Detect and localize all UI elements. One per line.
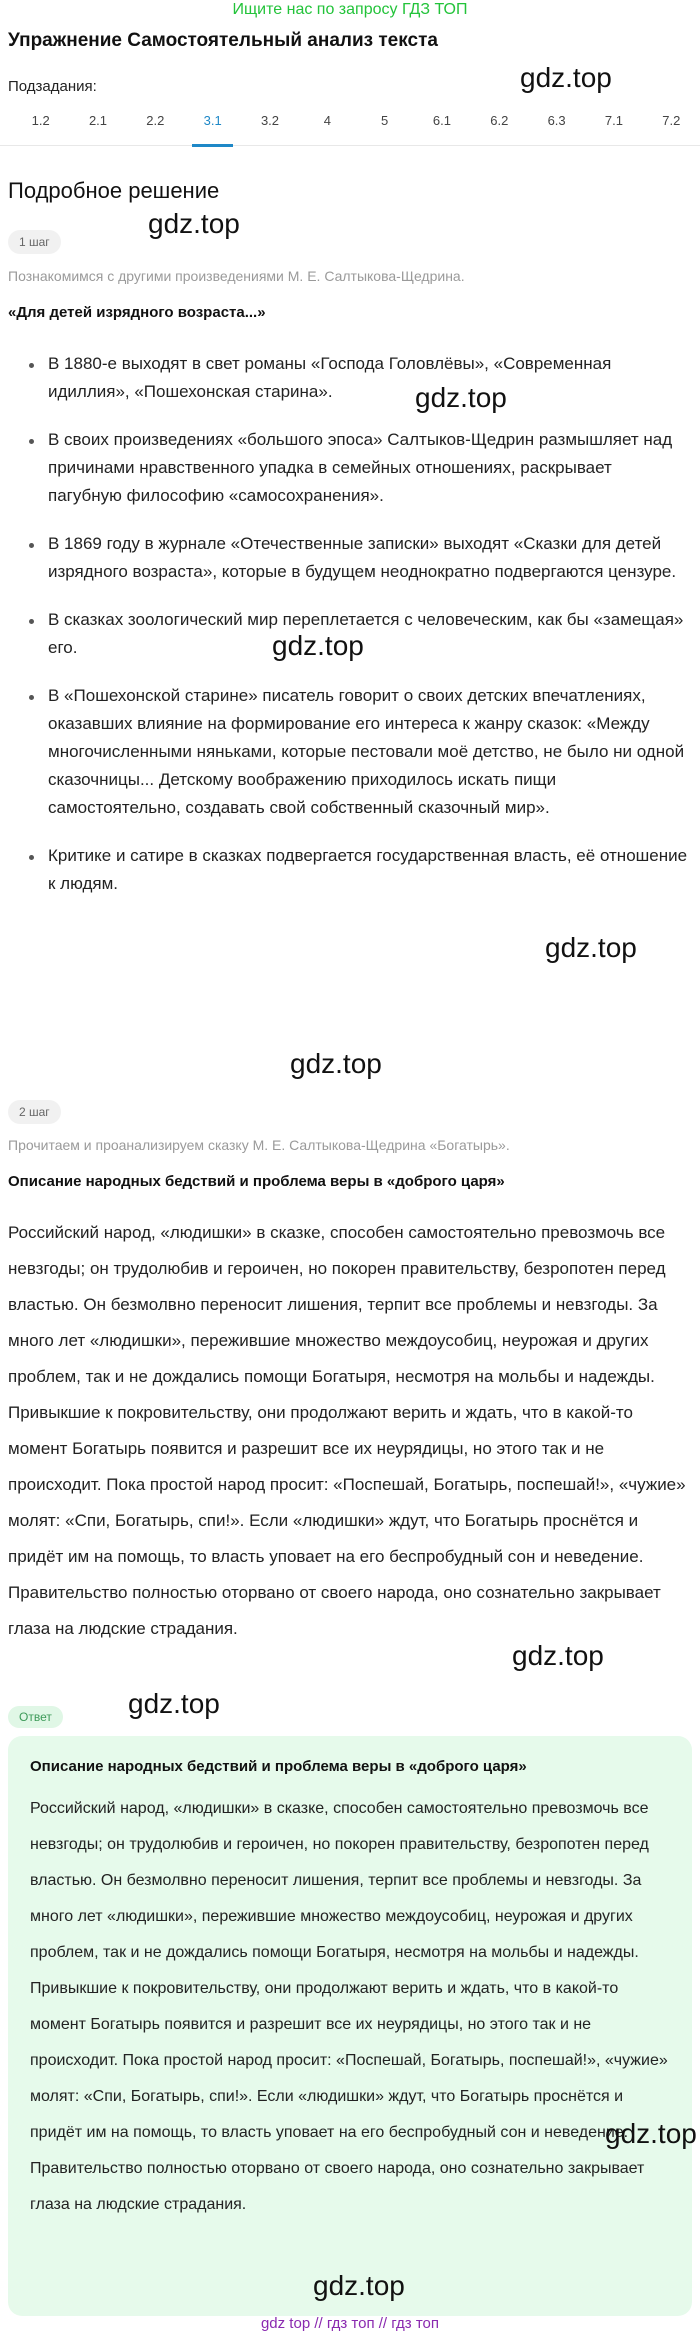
step-2-heading: Описание народных бедствий и проблема веры в «доброго царя» bbox=[8, 1173, 505, 1190]
list-item: В 1880-е выходят в свет романы «Господа Головлёвы», «Современная идиллия», «Пошехонская старина». bbox=[8, 350, 688, 406]
tab-1-2[interactable]: 1.2 bbox=[31, 113, 50, 128]
answer-text: Российский народ, «людишки» в сказке, способен самостоятельно превозмочь все невзгоды; он трудолюбив и героичен, но покорен правительству, безропотен перед властью. Он безмолвно переносит лишения, терпит все проблемы и невзгоды. За много лет «людишки», пережившие множество междоусобиц, неурожая и других проблем, так и не дождались помощи Богатыря, несмотря на мольбы и надежды. Привыкшие к покровительству, они продолжают верить и ждать, что в какой-то момент Богатырь появится и разрешит все их неурядицы, но этого так и не происходит. Пока простой народ просит: «Поспешай, Богатырь, поспешай!», «чужие» молят: «Спи, Богатырь, спи!». Если «людишки» ждут, что Богатырь проснётся и придёт им на помощь, то власть уповает на его беспробудный сон и неведение. Правительство полностью оторвано от своего народа, оно сознательно закрывает глаза на людские страдания. bbox=[30, 1800, 668, 2213]
search-banner: Ищите нас по запросу ГДЗ ТОП bbox=[232, 1, 468, 18]
answer-heading: Описание народных бедствий и проблема веры в «доброго царя» bbox=[30, 1758, 527, 1775]
watermark: gdz.top bbox=[148, 208, 240, 239]
watermark: gdz.top bbox=[415, 382, 507, 413]
step-1-intro: Познакомимся с другими произведениями М. Е. Салтыкова-Щедрина. bbox=[8, 268, 465, 284]
watermark: gdz.top bbox=[520, 62, 612, 93]
watermark: gdz.top bbox=[313, 2270, 405, 2301]
list-item: В сказках зоологический мир переплетается с человеческим, как бы «замещая» его. bbox=[8, 606, 688, 662]
watermark: gdz.top bbox=[272, 630, 364, 661]
tab-5[interactable]: 5 bbox=[381, 113, 389, 128]
list-item: В своих произведениях «большого эпоса» Салтыков-Щедрин размышляет над причинами нравственного упадка в семейных отношениях, раскрывает пагубную философию «самосохранения». bbox=[8, 426, 688, 510]
tab-2-2[interactable]: 2.2 bbox=[146, 113, 165, 128]
answer-badge: Ответ bbox=[8, 1706, 63, 1728]
tab-3-1[interactable]: 3.1 bbox=[184, 104, 241, 146]
list-item: В 1869 году в журнале «Отечественные записки» выходят «Сказки для детей изрядного возраста», которые в будущем неоднократно подвергаются цензуре. bbox=[8, 530, 688, 586]
tab-2-1[interactable]: 2.1 bbox=[88, 113, 108, 128]
step-1-badge: 1 шаг bbox=[8, 230, 61, 254]
step-2-badge: 2 шаг bbox=[8, 1100, 61, 1124]
list-item: В «Пошехонской старине» писатель говорит о своих детских впечатлениях, оказавших влияние на формирование его интереса к жанру сказок: «Между многочисленными няньками, которые пестовали моё детство, не было ни одной сказочницы... Детскому воображению приходилось искать пищи самостоятельно, создавать свой собственный сказочный мир». bbox=[8, 682, 688, 822]
tab-6-3[interactable]: 6.3 bbox=[547, 113, 566, 128]
tab-3-2[interactable]: 3.2 bbox=[260, 113, 280, 128]
watermark: gdz.top bbox=[290, 1048, 382, 1079]
tab-7-2[interactable]: 7.2 bbox=[662, 113, 681, 128]
watermark: gdz.top bbox=[128, 1688, 220, 1719]
watermark: gdz.top bbox=[605, 2118, 697, 2149]
step-1-heading: «Для детей изрядного возраста...» bbox=[8, 304, 266, 321]
step-2-intro: Прочитаем и проанализируем сказку М. Е. Салтыкова-Щедрина «Богатырь». bbox=[8, 1137, 510, 1153]
footer-links[interactable]: gdz top // гдз топ // гдз топ bbox=[260, 2315, 440, 2332]
watermark: gdz.top bbox=[545, 932, 637, 963]
watermark: gdz.top bbox=[512, 1640, 604, 1671]
subtask-tabs bbox=[0, 104, 700, 146]
tab-6-1[interactable]: 6.1 bbox=[432, 113, 451, 128]
page-title: Упражнение Самостоятельный анализ текста bbox=[8, 30, 438, 51]
solution-title: Подробное решение bbox=[8, 178, 220, 203]
subtasks-label: Подзадания: bbox=[8, 78, 97, 95]
answer-card bbox=[8, 1736, 692, 2316]
list-item: Критике и сатире в сказках подвергается государственная власть, её отношение к людям. bbox=[8, 842, 688, 898]
tab-6-2[interactable]: 6.2 bbox=[490, 113, 509, 128]
step-2-text: Российский народ, «людишки» в сказке, способен самостоятельно превозмочь все невзгоды; он трудолюбив и героичен, но покорен правительству, безропотен перед властью. Он безмолвно переносит лишения, терпит все проблемы и невзгоды. За много лет «людишки», пережившие множество междоусобиц, неурожая и других проблем, так и не дождались помощи Богатыря, несмотря на мольбы и надежды. Привыкшие к покровительству, они продолжают верить и ждать, что в какой-то момент Богатырь появится и разрешит все их неурядицы, но этого так и не происходит. Пока простой народ просит: «Поспешай, Богатырь, поспешай!», «чужие» молят: «Спи, Богатырь, спи!». Если «людишки» ждут, что Богатырь проснётся и придёт им на помощь, то власть уповает на его беспробудный сон и неведение. Правительство полностью оторвано от своего народа, оно сознательно закрывает глаза на людские страдания. bbox=[8, 1223, 686, 1638]
tab-7-1[interactable]: 7.1 bbox=[604, 113, 623, 128]
tab-4[interactable]: 4 bbox=[323, 113, 331, 128]
